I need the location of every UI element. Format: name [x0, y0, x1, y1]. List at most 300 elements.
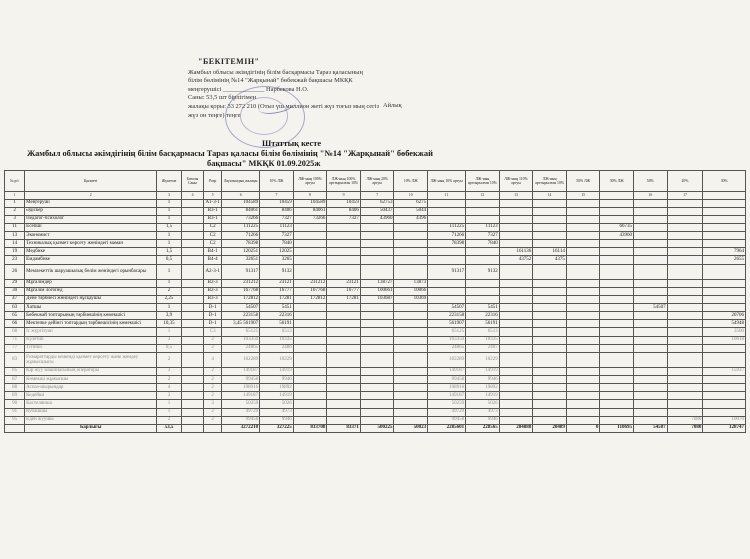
cell-extra — [533, 199, 567, 207]
cell-extra — [634, 264, 668, 279]
cell-grade: С2 — [204, 223, 222, 231]
table-row — [5, 367, 746, 375]
cell-extra — [533, 352, 567, 367]
column-number: 7 — [260, 192, 294, 200]
cell-extra: 10618 — [703, 336, 746, 344]
total-value: 128747 — [703, 424, 746, 432]
cell-load: 1 — [157, 232, 182, 240]
cell-extra — [667, 264, 703, 279]
cell-name: Мемлекеттік шаруашылық бөлім жөніндегі орынбасары — [25, 264, 157, 279]
cell-extra — [634, 240, 668, 248]
cell-x100p — [327, 392, 361, 400]
column-number: 15 — [566, 192, 600, 200]
cell-cnt — [181, 408, 203, 416]
table-row — [5, 408, 746, 416]
cell-extra — [600, 215, 634, 223]
cell-salary: 49729 — [222, 408, 260, 416]
cell-extra: 99458 — [428, 416, 466, 424]
cell-cnt — [181, 320, 203, 328]
cell-salary: 231212 — [222, 279, 260, 287]
cell-extra — [600, 336, 634, 344]
column-header: 30% — [703, 171, 746, 192]
column-header: ЛЖ-ның 100% артуы — [293, 171, 327, 192]
cell-extra — [703, 304, 746, 312]
cell-extra — [667, 248, 703, 256]
cell-extra — [634, 279, 668, 287]
cell-extra — [634, 328, 668, 336]
cell-salary: 99458 — [222, 416, 260, 424]
cell-x20 — [360, 367, 394, 375]
cell-extra — [499, 400, 533, 408]
cell-extra — [499, 408, 533, 416]
cell-extra — [499, 207, 533, 215]
cell-extra — [566, 256, 600, 264]
table-row — [5, 215, 746, 223]
cell-x100p — [327, 336, 361, 344]
cell-extra — [533, 215, 567, 223]
cell-x100p — [327, 320, 361, 328]
cell-cnt — [181, 279, 203, 287]
cell-x100p — [327, 240, 361, 248]
cell-extra — [703, 287, 746, 295]
cell-extra: 7080 — [667, 416, 703, 424]
column-header: Жүктеме — [157, 171, 182, 192]
cell-p10b — [394, 392, 428, 400]
cell-extra — [533, 416, 567, 424]
cell-x20: 100661 — [360, 287, 394, 295]
cell-extra — [533, 295, 567, 303]
cell-extra — [667, 287, 703, 295]
cell-name: Әдіскер — [25, 207, 157, 215]
cell-x100 — [293, 328, 327, 336]
column-header: ЛЖ-ның 100% арттырылған 10% — [327, 171, 361, 192]
cell-x20 — [360, 264, 394, 279]
cell-p10b — [394, 240, 428, 248]
cell-extra — [566, 248, 600, 256]
cell-extra — [703, 384, 746, 392]
cell-cnt — [181, 295, 203, 303]
cell-extra — [600, 344, 634, 352]
cell-extra: 66735 — [600, 223, 634, 231]
cell-extra — [428, 207, 466, 215]
cell-name: Хатшы — [25, 304, 157, 312]
cell-grade: D-1 — [204, 304, 222, 312]
cell-x100p — [327, 312, 361, 320]
cell-extra — [428, 295, 466, 303]
cell-cnt — [181, 352, 203, 367]
cell-x100 — [293, 248, 327, 256]
total-value: 500225 — [360, 424, 394, 432]
cell-extra — [634, 392, 668, 400]
cell-grade: 2 — [204, 408, 222, 416]
cell-load: 1 — [157, 199, 182, 207]
cell-extra — [634, 248, 668, 256]
cell-cnt — [181, 328, 203, 336]
cell-extra: 54507 — [428, 304, 466, 312]
cell-p10: 9946 — [260, 376, 294, 384]
cell-extra — [667, 328, 703, 336]
total-value: 54507 — [634, 424, 668, 432]
cell-x20 — [360, 352, 394, 367]
column-number: 6 — [222, 192, 260, 200]
cell-extra — [499, 352, 533, 367]
cell-extra — [566, 279, 600, 287]
title-line: бақшасы" МКҚК 01.09.2025ж — [207, 159, 321, 168]
cell-name: Мұғалімдер — [25, 279, 157, 287]
cell-no: 2 — [5, 207, 25, 215]
cell-p10b — [394, 256, 428, 264]
cell-p10: 11123 — [260, 223, 294, 231]
cell-extra — [667, 232, 703, 240]
cell-salary: 167768 — [222, 287, 260, 295]
table-row — [5, 207, 746, 215]
column-number: 3 — [157, 192, 182, 200]
cell-no: 83 — [5, 352, 25, 367]
cell-name: Еден жуушы — [25, 416, 157, 424]
cell-extra — [667, 336, 703, 344]
cell-extra — [703, 295, 746, 303]
table-row — [5, 416, 746, 424]
cell-extra — [703, 232, 746, 240]
cell-extra — [600, 376, 634, 384]
cell-x100p: 16777 — [327, 287, 361, 295]
cell-name: Аспаз-шырындар — [25, 384, 157, 392]
cell-grade: 2 — [204, 336, 222, 344]
table-row — [5, 312, 746, 320]
cell-x100p — [327, 384, 361, 392]
column-number — [703, 192, 746, 200]
cell-extra: 223158 — [428, 312, 466, 320]
cell-name: Техникалық қызмет көрсету жөніндегі маман — [25, 240, 157, 248]
cell-extra — [703, 400, 746, 408]
cell-x100p — [327, 376, 361, 384]
column-number: 7 — [360, 192, 394, 200]
cell-extra — [533, 408, 567, 416]
cell-salary: 103350 — [222, 336, 260, 344]
table-row — [5, 199, 746, 207]
cell-cnt — [181, 416, 203, 424]
table-row — [5, 352, 746, 367]
cell-no: 65 — [5, 312, 25, 320]
title-line: Жамбыл облысы әкімдігінің білім басқармасы Тараз қаласы білім бөлімінің "№14 "Жарқынай" бөбекжай — [27, 149, 433, 158]
cell-grade: В3-1 — [204, 207, 222, 215]
cell-cnt — [181, 207, 203, 215]
cell-extra — [533, 312, 567, 320]
cell-name: Мектепке дейінгі топтардың тәрбиешісінің көмекшісі — [25, 320, 157, 328]
table-row — [5, 304, 746, 312]
cell-x100 — [293, 416, 327, 424]
cell-name: Педагог-психолог — [25, 215, 157, 223]
cell-extra: 5451 — [466, 304, 500, 312]
cell-salary: 104589 — [222, 199, 260, 207]
column-number: 4 — [181, 192, 203, 200]
cell-salary: 54507 — [222, 304, 260, 312]
cell-p10b — [394, 376, 428, 384]
total-value: 327225 — [260, 424, 294, 432]
cell-cnt — [181, 232, 203, 240]
cell-extra — [499, 312, 533, 320]
table-row — [5, 384, 746, 392]
cell-x20 — [360, 232, 394, 240]
cell-load: 2 — [157, 287, 182, 295]
cell-x100 — [293, 408, 327, 416]
cell-x100 — [293, 264, 327, 279]
column-number: 2 — [25, 192, 157, 200]
cell-grade: В2-3 — [204, 279, 222, 287]
cell-extra — [634, 199, 668, 207]
cell-extra — [533, 304, 567, 312]
cell-load: 1 — [157, 264, 182, 279]
cell-extra — [667, 376, 703, 384]
cell-x100: 167768 — [293, 287, 327, 295]
cell-x100p — [327, 344, 361, 352]
cell-extra — [428, 215, 466, 223]
cell-extra — [428, 279, 466, 287]
cell-extra — [703, 207, 746, 215]
cell-salary: 223158 — [222, 312, 260, 320]
cell-no: 77 — [5, 344, 25, 352]
cell-extra — [600, 384, 634, 392]
cell-extra: 9946 — [466, 416, 500, 424]
cell-extra — [667, 240, 703, 248]
cell-grade: В3-1 — [204, 215, 222, 223]
cell-cnt — [181, 344, 203, 352]
cell-no: 95 — [5, 416, 25, 424]
cell-extra — [566, 400, 600, 408]
cell-p10: 9946 — [260, 416, 294, 424]
cell-load: 4 — [157, 384, 182, 392]
cell-salary: 149187 — [222, 367, 260, 375]
cell-extra — [566, 416, 600, 424]
cell-extra — [600, 312, 634, 320]
cell-extra — [466, 279, 500, 287]
cell-name: Ғимараттарды кешенді қызмет көрсету және жөндеу жұмысшысы — [25, 352, 157, 367]
table-row — [5, 336, 746, 344]
cell-extra — [634, 207, 668, 215]
cell-x100 — [293, 344, 327, 352]
table-row — [5, 248, 746, 256]
cell-x100 — [293, 320, 327, 328]
cell-x100 — [293, 384, 327, 392]
cell-extra — [566, 240, 600, 248]
cell-extra: 149187 — [428, 392, 466, 400]
column-number: 10 — [394, 192, 428, 200]
cell-extra — [634, 232, 668, 240]
cell-p10b — [394, 367, 428, 375]
cell-extra: 2487 — [466, 344, 500, 352]
total-value: 204888 — [499, 424, 533, 432]
column-header: 10% ЛЖ — [394, 171, 428, 192]
cell-load: 2 — [157, 376, 182, 384]
cell-extra — [499, 287, 533, 295]
cell-x20 — [360, 240, 394, 248]
cell-no: 1 — [5, 199, 25, 207]
cell-extra — [667, 304, 703, 312]
cell-x100 — [293, 304, 327, 312]
cell-no: 14 — [5, 240, 25, 248]
cell-x100p: 17281 — [327, 295, 361, 303]
cell-extra: 7964 — [703, 248, 746, 256]
cell-grade: 4 — [204, 352, 222, 367]
cell-x100: 231212 — [293, 279, 327, 287]
cell-extra — [466, 287, 500, 295]
cell-grade: В2-3 — [204, 287, 222, 295]
cell-p10: 7327 — [260, 232, 294, 240]
cell-p10: 23121 — [260, 279, 294, 287]
cell-extra — [466, 215, 500, 223]
cell-extra — [667, 256, 703, 264]
cell-name: Экономист — [25, 232, 157, 240]
cell-extra — [566, 223, 600, 231]
cell-extra — [428, 248, 466, 256]
cell-grade: С3 — [204, 328, 222, 336]
cell-extra — [600, 240, 634, 248]
table-row — [5, 240, 746, 248]
cell-grade: D-1 — [204, 312, 222, 320]
total-value: 83371 — [327, 424, 361, 432]
column-header: ЛЖ-ның арттырылған 10% — [466, 171, 500, 192]
cell-grade: В4-1 — [204, 248, 222, 256]
column-number: 17 — [667, 192, 703, 200]
cell-extra — [533, 384, 567, 392]
cell-load: 1,5 — [157, 223, 182, 231]
cell-grade: 2 — [204, 392, 222, 400]
cell-extra — [566, 207, 600, 215]
cell-grade: 2 — [204, 416, 222, 424]
table-row — [5, 264, 746, 279]
cell-x100: 104589 — [293, 199, 327, 207]
cell-no: 23 — [5, 256, 25, 264]
column-number: 12 — [466, 192, 500, 200]
table-row — [5, 392, 746, 400]
cell-blank — [181, 424, 203, 432]
cell-extra — [634, 295, 668, 303]
column-header: 50% — [634, 171, 668, 192]
cell-load: 3 — [157, 392, 182, 400]
table-header-row — [5, 171, 746, 192]
cell-p10: 22316 — [260, 312, 294, 320]
cell-no: 63 — [5, 304, 25, 312]
cell-extra — [703, 240, 746, 248]
cell-extra — [600, 352, 634, 367]
cell-x20 — [360, 392, 394, 400]
cell-extra — [566, 336, 600, 344]
cell-extra — [600, 199, 634, 207]
cell-name: Көмекші жұмысшы — [25, 376, 157, 384]
cell-extra — [667, 279, 703, 287]
table-body — [5, 199, 746, 432]
cell-extra — [533, 264, 567, 279]
cell-extra — [600, 256, 634, 264]
cell-extra — [667, 223, 703, 231]
cell-x100p: 10459 — [327, 199, 361, 207]
cell-x100p — [327, 248, 361, 256]
cell-grade: 2 — [204, 344, 222, 352]
cell-extra — [667, 392, 703, 400]
cell-extra — [499, 328, 533, 336]
cell-extra: 561907 — [428, 320, 466, 328]
cell-x20 — [360, 320, 394, 328]
cell-blank — [204, 424, 222, 432]
cell-cnt — [181, 199, 203, 207]
cell-extra — [533, 336, 567, 344]
cell-extra — [533, 328, 567, 336]
cell-extra — [533, 367, 567, 375]
cell-extra — [466, 207, 500, 215]
cell-load: 3,9 — [157, 312, 182, 320]
cell-extra — [533, 344, 567, 352]
cell-salary: 99458 — [222, 376, 260, 384]
cell-extra — [634, 416, 668, 424]
total-value: 228565 — [466, 424, 500, 432]
column-header: ЛЖ-ның арттырылған 10% — [533, 171, 567, 192]
cell-x100p: 23121 — [327, 279, 361, 287]
cell-load: 1 — [157, 400, 182, 408]
cell-cnt — [181, 312, 203, 320]
cell-extra: 5026 — [466, 400, 500, 408]
cell-p10: 56191 — [260, 320, 294, 328]
cell-extra — [634, 336, 668, 344]
total-value: 110695 — [600, 424, 634, 432]
cell-extra — [566, 328, 600, 336]
column-number: 11 — [428, 192, 466, 200]
cell-extra — [566, 376, 600, 384]
cell-extra: 149187 — [428, 367, 466, 375]
cell-no: 91 — [5, 408, 25, 416]
cell-extra — [600, 295, 634, 303]
cell-extra: 24865 — [428, 344, 466, 352]
column-number: 14 — [533, 192, 567, 200]
cell-p10: 2486 — [260, 344, 294, 352]
cell-salary: 78398 — [222, 240, 260, 248]
cell-salary: 91317 — [222, 264, 260, 279]
cell-x20 — [360, 400, 394, 408]
cell-x20: 62753 — [360, 199, 394, 207]
cell-x100: 84061 — [293, 207, 327, 215]
cell-extra: 198916 — [428, 384, 466, 392]
cell-extra — [600, 279, 634, 287]
cell-extra: 54948 — [703, 320, 746, 328]
cell-extra — [499, 384, 533, 392]
cell-extra — [703, 352, 746, 367]
cell-extra: 7327 — [466, 232, 500, 240]
cell-extra — [499, 320, 533, 328]
cell-salary: 32651 — [222, 256, 260, 264]
cell-load: 2 — [157, 352, 182, 367]
cell-p10b: 10066 — [394, 287, 428, 295]
cell-cnt — [181, 336, 203, 344]
cell-p10: 10335 — [260, 336, 294, 344]
cell-extra — [499, 376, 533, 384]
cell-extra — [600, 367, 634, 375]
cell-p10b — [394, 304, 428, 312]
cell-extra — [428, 199, 466, 207]
cell-x100p — [327, 367, 361, 375]
column-header: ЛЖ-ның 10% артуы — [428, 171, 466, 192]
approval-line: Саны: 53,5 шт бірлігімен — [188, 94, 257, 102]
cell-extra — [499, 295, 533, 303]
table-row — [5, 328, 746, 336]
cell-extra — [703, 376, 746, 384]
cell-salary: 102289 — [222, 352, 260, 367]
cell-extra — [566, 392, 600, 400]
cell-no: 30 — [5, 287, 25, 295]
total-value: 7080 — [667, 424, 703, 432]
cell-x100p — [327, 408, 361, 416]
cell-extra — [499, 344, 533, 352]
cell-x20 — [360, 384, 394, 392]
cell-extra — [533, 392, 567, 400]
